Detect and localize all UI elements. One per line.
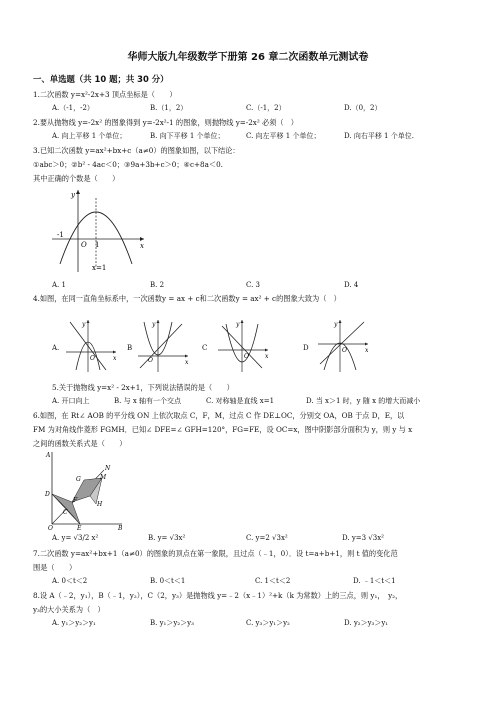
- q7-option-a[interactable]: A. 0＜t＜2: [52, 577, 88, 585]
- q1-stem: 1.二次函数 y=x²-2x+3 顶点坐标是（ ）: [33, 90, 177, 99]
- q6-option-b[interactable]: B. y= √3x²: [148, 534, 186, 542]
- q6-label-g: G: [76, 476, 81, 483]
- q4c-origin-label: O: [244, 353, 249, 360]
- q5-option-b[interactable]: B. 与 x 轴有一个交点: [114, 397, 181, 405]
- q6-label-n: N: [105, 465, 111, 472]
- q4b-y-label: y: [152, 321, 156, 328]
- q8-stem-line1: 8.设 A（﹣2，y₁），B（﹣1，y₂），C（2，y₃）是抛物线 y=﹣2（x﹣1）²+k（k 为常数）上的三点，则 y₁， y₂，: [33, 591, 403, 600]
- q4-option-c[interactable]: C: [202, 344, 208, 352]
- q4c-y-label: y: [236, 321, 240, 328]
- q1-option-a[interactable]: A.（-1，-2）: [52, 104, 94, 112]
- q3-option-d[interactable]: D. 4: [344, 281, 359, 289]
- q3-option-b[interactable]: B. 2: [150, 281, 165, 289]
- q5-option-c[interactable]: C. 对称轴是直线 x=1: [206, 397, 275, 405]
- q4c-x-label: x: [265, 353, 269, 360]
- q4-figure-b: [138, 318, 192, 372]
- q8-option-b[interactable]: B. y₁＞y₂＞y₃: [150, 619, 194, 627]
- q2-option-d[interactable]: D. 向右平移 1 个单位.: [344, 132, 414, 140]
- q6-label-m: M: [100, 474, 107, 481]
- document-title: 华师大版九年级数学下册第 26 章二次函数单元测试卷: [127, 52, 369, 63]
- q6-option-a[interactable]: A. y= √3/2 x²: [52, 534, 99, 542]
- q6-rhombus-figure: [44, 450, 124, 530]
- q4d-y-label: y: [334, 321, 338, 328]
- q5-option-d[interactable]: D. 当 x＞1 时，y 随 x 的增大而减小: [306, 397, 421, 405]
- q2-stem: 2.要从抛物线 y=-2x² 的图象得到 y=-2x²-1 的图象，则抛物线 y=-2x² 必须（ ）: [33, 118, 298, 127]
- q4-option-a[interactable]: A.: [52, 344, 60, 352]
- q4a-origin-label: O: [90, 355, 95, 362]
- q4a-y-label: y: [82, 321, 86, 328]
- q6-label-e: E: [77, 525, 82, 532]
- q4-option-b[interactable]: B: [127, 344, 133, 352]
- q7-option-d[interactable]: D. ﹣1＜t＜1: [353, 577, 396, 585]
- q4-figure-d: [318, 318, 372, 372]
- q4b-origin-label: O: [148, 357, 153, 364]
- q4-option-d[interactable]: D: [303, 344, 309, 352]
- q7-stem-line1: 7.二次函数 y=ax²+bx+1（a≠0）的图象的顶点在第一象限，且过点（﹣1，0）．设 t=a+b+1，则 t 值的变化范: [33, 549, 398, 558]
- q4b-x-label: x: [185, 359, 189, 366]
- q3-x-axis-label: x: [140, 242, 144, 250]
- q6-label-d: D: [45, 491, 50, 498]
- q2-option-c[interactable]: C. 向左平移 1 个单位；: [246, 132, 321, 140]
- q4-stem: 4.如图，在同一直角坐标系中，一次函数y = ax + c和二次函数y = ax² + c的图象大致为（ ）: [33, 294, 341, 303]
- q4a-x-label: x: [113, 355, 117, 362]
- q5-option-a[interactable]: A. 开口向上: [52, 397, 90, 405]
- q6-label-b: B: [118, 525, 123, 532]
- q2-option-a[interactable]: A. 向上平移 1 个单位；: [52, 132, 127, 140]
- q3-option-a[interactable]: A. 1: [52, 281, 66, 289]
- q4d-x-label: x: [365, 347, 369, 354]
- q6-label-a: A: [46, 452, 51, 459]
- q3-conclusions: ①abc＞0；②b² - 4ac＜0；③9a+3b+c＞0；④c+8a＜0.: [33, 160, 223, 169]
- q7-option-c[interactable]: C. 1＜t＜2: [255, 577, 291, 585]
- q6-option-d[interactable]: D. y=3 √3x²: [342, 534, 384, 542]
- q3-one-label: 1: [95, 241, 100, 249]
- q6-label-c: C: [63, 509, 68, 516]
- q7-option-b[interactable]: B. 0＜t＜1: [150, 577, 186, 585]
- q6-stem-line1: 6.如图，在 Rt∠ AOB 的平分线 ON 上依次取点 C，F，M，过点 C 作 DE⊥OC，分别交 OA，OB 于点 D，E，以: [33, 411, 405, 420]
- q3-option-c[interactable]: C. 3: [246, 281, 261, 289]
- q3-ask: 其中正确的个数是（ ）: [33, 174, 120, 183]
- q6-label-o: O: [48, 525, 53, 532]
- q4-figure-c: [218, 318, 272, 372]
- q1-option-b[interactable]: B.（1，2）: [150, 104, 188, 112]
- q6-stem-line2: FM 为对角线作菱形 FGMH．已知∠ DFE=∠ GFH=120°，FG=FE，设 OC=x，图中阴影部分面积为 y，则 y 与 x: [33, 425, 413, 434]
- q3-y-axis-label: y: [71, 191, 75, 199]
- q4d-origin-label: O: [342, 347, 347, 354]
- q3-parabola-figure: [52, 188, 152, 272]
- q6-label-f: F: [73, 497, 78, 504]
- q6-label-h: H: [97, 501, 103, 508]
- q8-option-d[interactable]: D. y₂＞y₃＞y₁: [344, 619, 389, 627]
- q8-option-c[interactable]: C. y₃＞y₁＞y₂: [246, 619, 290, 627]
- q6-stem-line3: 之间的函数关系式是（ ）: [33, 439, 127, 448]
- q1-option-c[interactable]: C.（-1，2）: [246, 104, 286, 112]
- q3-axis-line-label: x=1: [92, 264, 107, 272]
- q3-stem: 3.已知二次函数 y=ax²+bx+c（a≠0）的图象如图，以下结论：: [33, 146, 240, 155]
- q8-option-a[interactable]: A. y₁＞y₂＞y₁: [52, 619, 96, 627]
- q5-stem: 5.关于抛物线 y=x² - 2x+1，下列说法错误的是（ ）: [52, 383, 234, 392]
- section-heading: 一、单选题（共 10 题；共 30 分）: [33, 74, 169, 84]
- q4-figure-a: [66, 318, 120, 372]
- q2-option-b[interactable]: B. 向下平移 1 个单位；: [150, 132, 225, 140]
- q3-origin-label: O: [81, 241, 87, 249]
- q1-option-d[interactable]: D.（0，2）: [344, 104, 382, 112]
- q8-stem-line2: y₃的大小关系为（ ）: [33, 605, 105, 614]
- q3-neg1-label: -1: [57, 231, 64, 239]
- q7-stem-line2: 围是（ ）: [33, 563, 77, 572]
- q6-option-c[interactable]: C. y=2 √3x²: [246, 534, 288, 542]
